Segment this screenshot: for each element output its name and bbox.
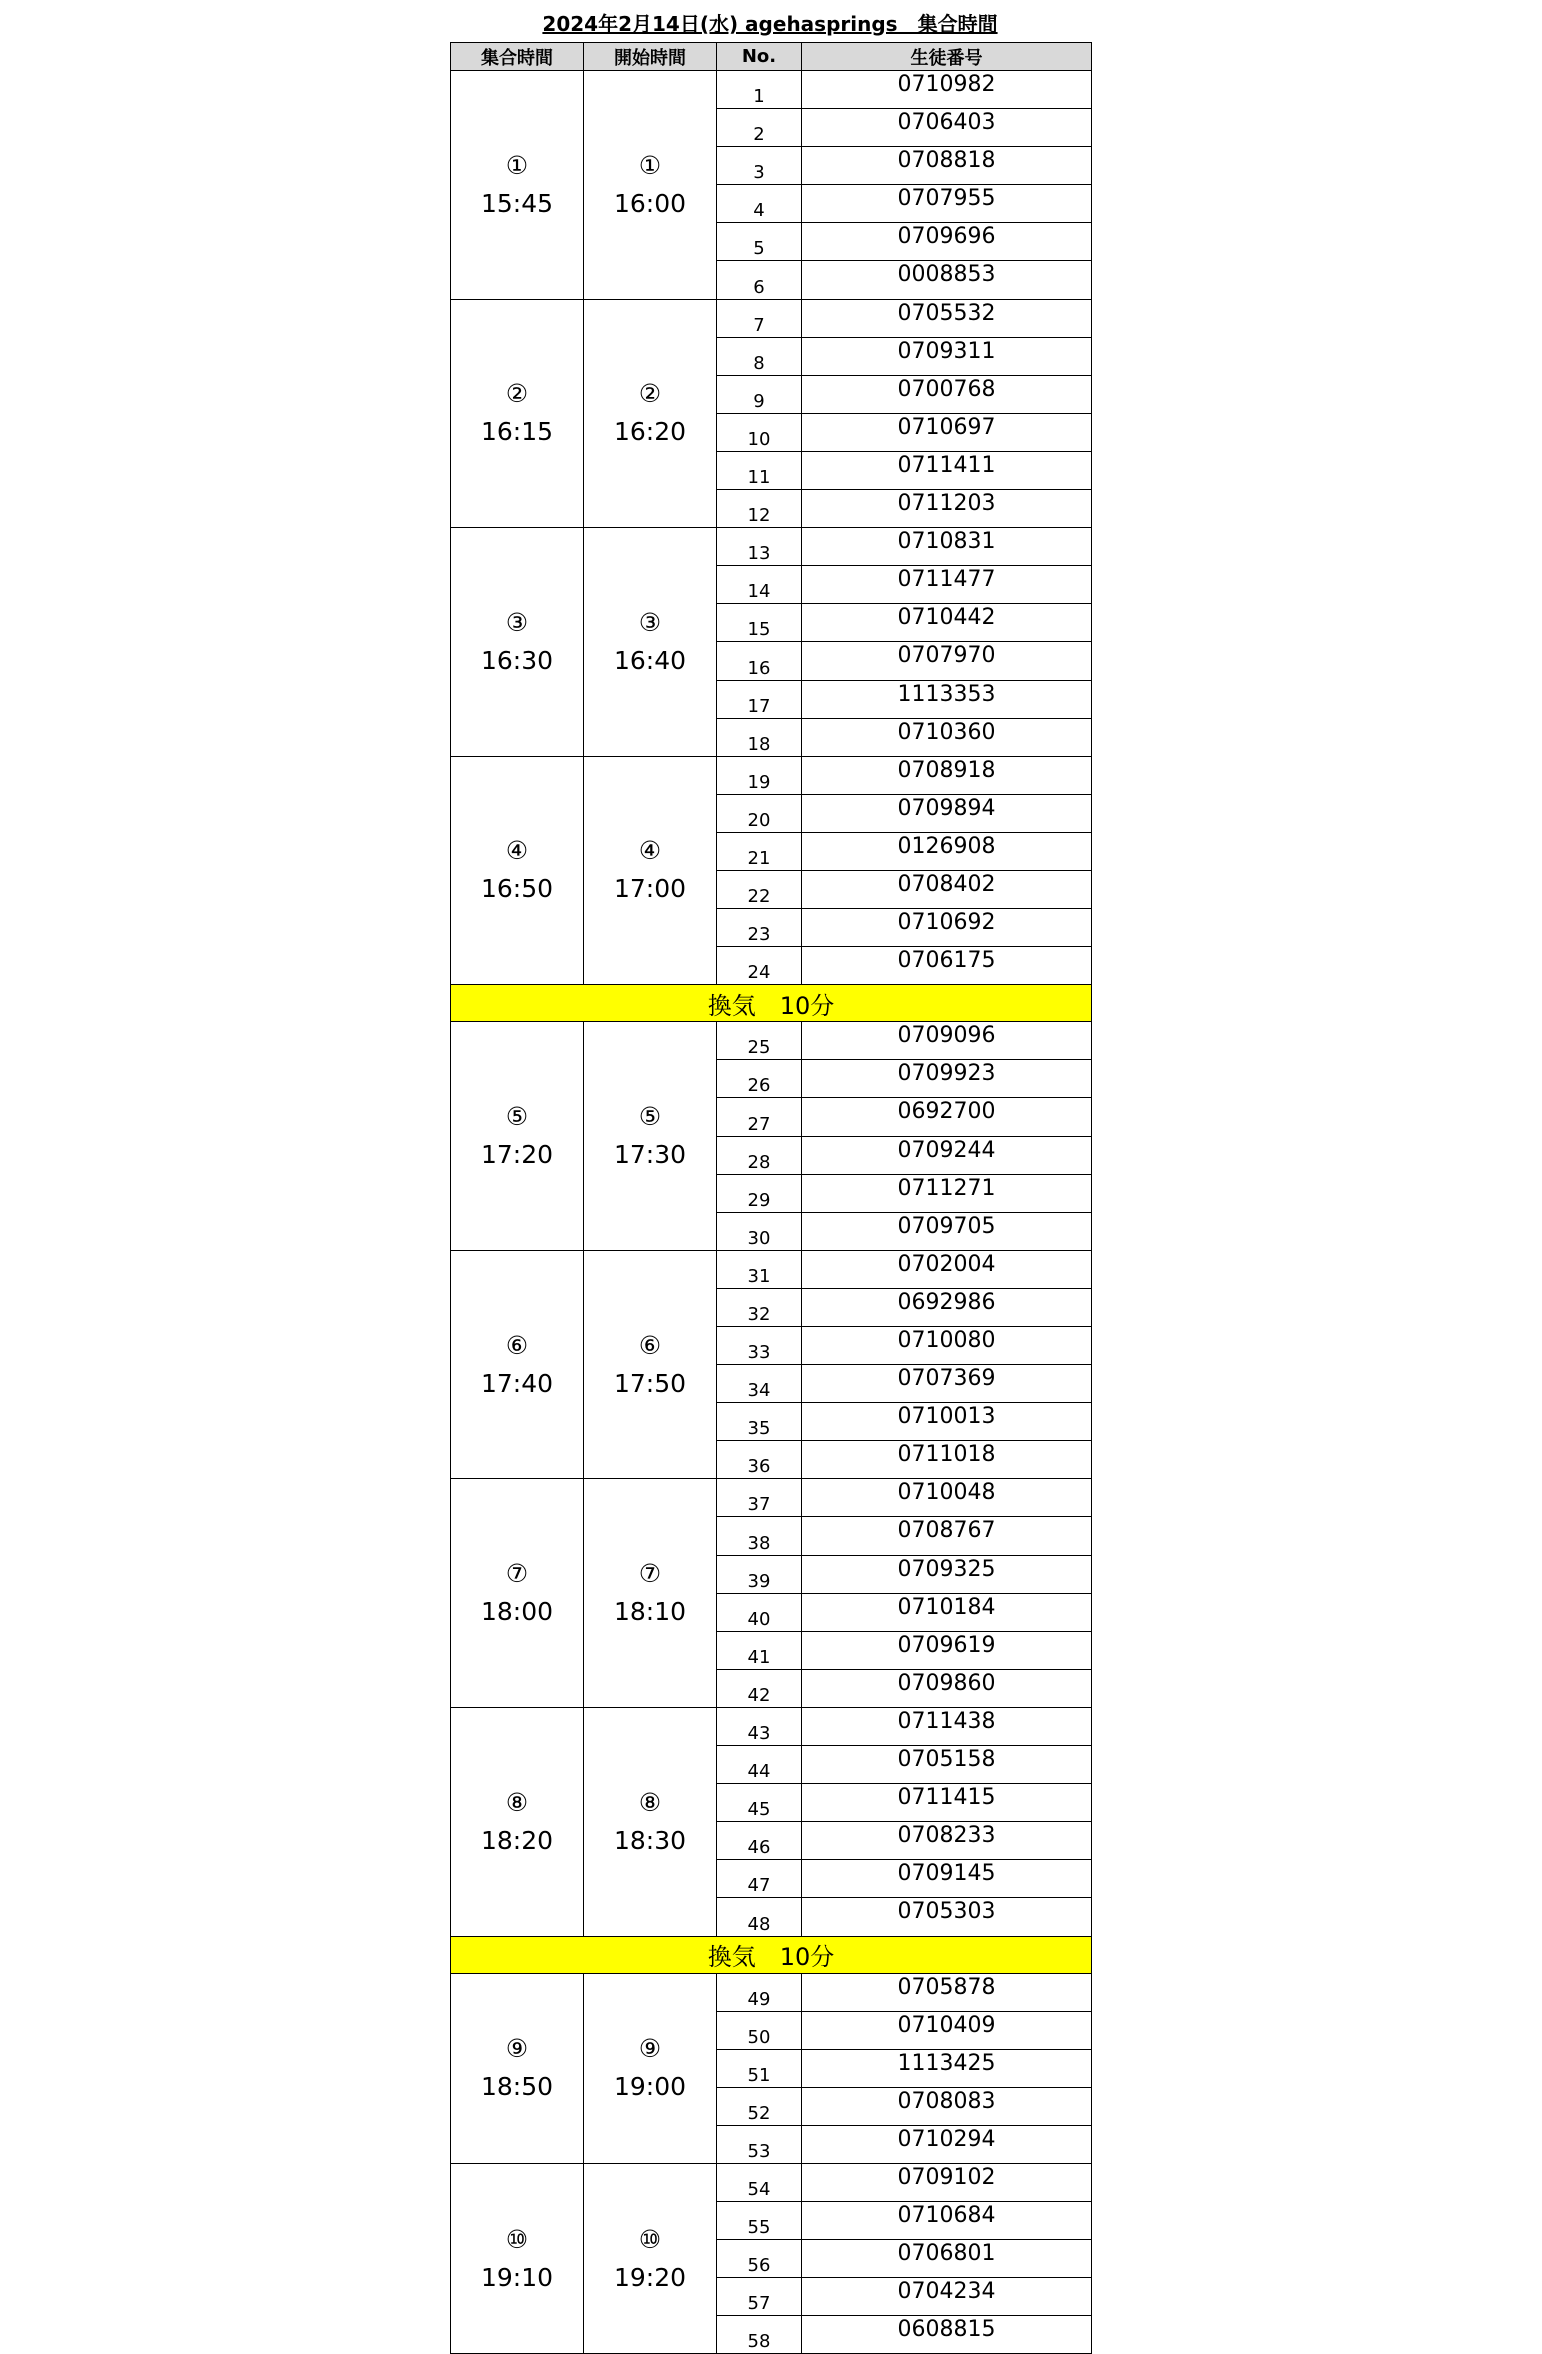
row-number: 35 <box>717 1403 802 1441</box>
table-row <box>451 2163 1092 2201</box>
student-id: 0710442 <box>802 604 1092 642</box>
slot-mark: ④ <box>505 836 529 866</box>
row-number: 26 <box>717 1060 802 1098</box>
row-number: 58 <box>717 2316 802 2354</box>
start-time-cell <box>584 1479 717 1708</box>
row-number: 54 <box>717 2163 802 2201</box>
row-number: 56 <box>717 2240 802 2278</box>
slot-mark: ⑩ <box>505 2224 529 2254</box>
start-time-cell <box>584 756 717 985</box>
row-number: 5 <box>717 223 802 261</box>
gather-time: 15:45 <box>480 188 554 218</box>
slot-mark: ⑤ <box>638 1102 662 1132</box>
table-row <box>451 1479 1092 1517</box>
row-number: 46 <box>717 1822 802 1860</box>
student-id: 0711438 <box>802 1707 1092 1745</box>
row-number: 30 <box>717 1212 802 1250</box>
start-time: 19:00 <box>613 2072 687 2102</box>
student-id: 0692986 <box>802 1288 1092 1326</box>
row-number: 22 <box>717 870 802 908</box>
student-id: 0126908 <box>802 832 1092 870</box>
student-id: 1113425 <box>802 2049 1092 2087</box>
student-id: 0710294 <box>802 2125 1092 2163</box>
table-row <box>451 1250 1092 1288</box>
row-number: 6 <box>717 261 802 299</box>
row-number: 10 <box>717 413 802 451</box>
row-number: 21 <box>717 832 802 870</box>
gather-time: 19:10 <box>480 2262 554 2292</box>
student-id: 0692700 <box>802 1098 1092 1136</box>
student-id: 0706175 <box>802 947 1092 985</box>
start-time: 19:20 <box>613 2262 687 2292</box>
student-id: 0710684 <box>802 2202 1092 2240</box>
student-id: 0709311 <box>802 337 1092 375</box>
row-number: 39 <box>717 1555 802 1593</box>
start-time-cell <box>584 299 717 528</box>
student-id: 0711203 <box>802 490 1092 528</box>
gather-time: 16:50 <box>480 874 554 904</box>
start-time: 16:00 <box>613 188 687 218</box>
ventilation-row <box>451 985 1092 1022</box>
slot-mark: ③ <box>638 607 662 637</box>
student-id: 0710692 <box>802 909 1092 947</box>
student-id: 0710831 <box>802 528 1092 566</box>
student-id: 0707970 <box>802 642 1092 680</box>
start-time: 18:30 <box>613 1825 687 1855</box>
row-number: 37 <box>717 1479 802 1517</box>
start-time-cell <box>584 2163 717 2353</box>
student-id: 0710982 <box>802 71 1092 109</box>
slot-mark: ⑧ <box>505 1787 529 1817</box>
student-id: 0709145 <box>802 1860 1092 1898</box>
gather-time-cell <box>451 528 584 757</box>
gather-time-cell <box>451 756 584 985</box>
student-id: 0710080 <box>802 1327 1092 1365</box>
gather-time: 18:20 <box>480 1825 554 1855</box>
row-number: 27 <box>717 1098 802 1136</box>
student-id: 0608815 <box>802 2316 1092 2354</box>
student-id: 0707369 <box>802 1365 1092 1403</box>
row-number: 18 <box>717 718 802 756</box>
student-id: 0711018 <box>802 1441 1092 1479</box>
gather-time: 16:30 <box>480 645 554 675</box>
table-row <box>451 1973 1092 2011</box>
row-number: 23 <box>717 909 802 947</box>
student-id: 0710048 <box>802 1479 1092 1517</box>
row-number: 52 <box>717 2087 802 2125</box>
row-number: 14 <box>717 566 802 604</box>
gather-time: 18:50 <box>480 2072 554 2102</box>
row-number: 9 <box>717 375 802 413</box>
table-row <box>451 299 1092 337</box>
student-id: 0708818 <box>802 147 1092 185</box>
start-time: 17:30 <box>613 1140 687 1170</box>
student-id: 0707955 <box>802 185 1092 223</box>
start-time-cell <box>584 1022 717 1251</box>
row-number: 50 <box>717 2011 802 2049</box>
row-number: 29 <box>717 1174 802 1212</box>
start-time: 17:50 <box>613 1368 687 1398</box>
slot-mark: ① <box>505 150 529 180</box>
header-number: No. <box>717 43 802 71</box>
student-id: 0705158 <box>802 1746 1092 1784</box>
gather-time-cell <box>451 1022 584 1251</box>
row-number: 53 <box>717 2125 802 2163</box>
student-id: 0706403 <box>802 109 1092 147</box>
row-number: 15 <box>717 604 802 642</box>
start-time-cell <box>584 1250 717 1479</box>
student-id: 0711415 <box>802 1784 1092 1822</box>
start-time-cell <box>584 528 717 757</box>
row-number: 17 <box>717 680 802 718</box>
row-number: 16 <box>717 642 802 680</box>
slot-mark: ⑩ <box>638 2224 662 2254</box>
row-number: 4 <box>717 185 802 223</box>
row-number: 19 <box>717 756 802 794</box>
student-id: 0709705 <box>802 1212 1092 1250</box>
student-id: 0709619 <box>802 1631 1092 1669</box>
student-id: 0710013 <box>802 1403 1092 1441</box>
row-number: 42 <box>717 1669 802 1707</box>
gather-time-cell <box>451 299 584 528</box>
student-id: 0708767 <box>802 1517 1092 1555</box>
row-number: 47 <box>717 1860 802 1898</box>
student-id: 0702004 <box>802 1250 1092 1288</box>
slot-mark: ⑥ <box>505 1330 529 1360</box>
student-id: 0711411 <box>802 451 1092 489</box>
student-id: 0711477 <box>802 566 1092 604</box>
header-gather-time: 集合時間 <box>451 43 584 71</box>
row-number: 41 <box>717 1631 802 1669</box>
ventilation-label: 換気 10分 <box>451 1936 1092 1973</box>
row-number: 43 <box>717 1707 802 1745</box>
start-time: 17:00 <box>613 874 687 904</box>
slot-mark: ③ <box>505 607 529 637</box>
gather-time-cell <box>451 1707 584 1936</box>
student-id: 0709244 <box>802 1136 1092 1174</box>
row-number: 2 <box>717 109 802 147</box>
row-number: 11 <box>717 451 802 489</box>
student-id: 0709696 <box>802 223 1092 261</box>
row-number: 3 <box>717 147 802 185</box>
row-number: 8 <box>717 337 802 375</box>
gather-time-cell <box>451 71 584 300</box>
row-number: 45 <box>717 1784 802 1822</box>
row-number: 33 <box>717 1327 802 1365</box>
student-id: 0709096 <box>802 1022 1092 1060</box>
gather-time: 16:15 <box>480 417 554 447</box>
student-id: 0708402 <box>802 870 1092 908</box>
slot-mark: ② <box>638 379 662 409</box>
header-row <box>451 43 1092 71</box>
gather-time: 18:00 <box>480 1597 554 1627</box>
row-number: 44 <box>717 1746 802 1784</box>
row-number: 31 <box>717 1250 802 1288</box>
student-id: 0708918 <box>802 756 1092 794</box>
table-row <box>451 756 1092 794</box>
row-number: 57 <box>717 2278 802 2316</box>
header-start-time: 開始時間 <box>584 43 717 71</box>
row-number: 28 <box>717 1136 802 1174</box>
row-number: 1 <box>717 71 802 109</box>
slot-mark: ② <box>505 379 529 409</box>
table-row <box>451 71 1092 109</box>
student-id: 0711271 <box>802 1174 1092 1212</box>
student-id: 0710697 <box>802 413 1092 451</box>
row-number: 55 <box>717 2202 802 2240</box>
student-id: 0705878 <box>802 1973 1092 2011</box>
row-number: 38 <box>717 1517 802 1555</box>
student-id: 1113353 <box>802 680 1092 718</box>
student-id: 0705532 <box>802 299 1092 337</box>
slot-mark: ⑤ <box>505 1102 529 1132</box>
start-time-cell <box>584 1973 717 2163</box>
student-id: 0706801 <box>802 2240 1092 2278</box>
student-id: 0704234 <box>802 2278 1092 2316</box>
slot-mark: ④ <box>638 836 662 866</box>
row-number: 20 <box>717 794 802 832</box>
slot-mark: ⑨ <box>638 2034 662 2064</box>
gather-time: 17:20 <box>480 1140 554 1170</box>
ventilation-row <box>451 1936 1092 1973</box>
slot-mark: ① <box>638 150 662 180</box>
row-number: 48 <box>717 1898 802 1936</box>
table-row <box>451 1022 1092 1060</box>
row-number: 7 <box>717 299 802 337</box>
start-time: 18:10 <box>613 1597 687 1627</box>
ventilation-label: 換気 10分 <box>451 985 1092 1022</box>
row-number: 12 <box>717 490 802 528</box>
student-id: 0709102 <box>802 2163 1092 2201</box>
student-id: 0708083 <box>802 2087 1092 2125</box>
gather-time-cell <box>451 1973 584 2163</box>
start-time: 16:20 <box>613 417 687 447</box>
slot-mark: ⑥ <box>638 1330 662 1360</box>
row-number: 36 <box>717 1441 802 1479</box>
student-id: 0710360 <box>802 718 1092 756</box>
slot-mark: ⑧ <box>638 1787 662 1817</box>
student-id: 0008853 <box>802 261 1092 299</box>
student-id: 0710184 <box>802 1593 1092 1631</box>
schedule-body <box>451 71 1092 2354</box>
row-number: 13 <box>717 528 802 566</box>
gather-time: 17:40 <box>480 1368 554 1398</box>
start-time-cell <box>584 1707 717 1936</box>
row-number: 24 <box>717 947 802 985</box>
row-number: 51 <box>717 2049 802 2087</box>
slot-mark: ⑦ <box>505 1559 529 1589</box>
row-number: 49 <box>717 1973 802 2011</box>
row-number: 34 <box>717 1365 802 1403</box>
student-id: 0709923 <box>802 1060 1092 1098</box>
table-row <box>451 1707 1092 1745</box>
student-id: 0708233 <box>802 1822 1092 1860</box>
student-id: 0709325 <box>802 1555 1092 1593</box>
gather-time-cell <box>451 1479 584 1708</box>
slot-mark: ⑨ <box>505 2034 529 2064</box>
table-row <box>451 528 1092 566</box>
student-id: 0705303 <box>802 1898 1092 1936</box>
student-id: 0709860 <box>802 1669 1092 1707</box>
student-id: 0709894 <box>802 794 1092 832</box>
start-time-cell <box>584 71 717 300</box>
gather-time-cell <box>451 1250 584 1479</box>
row-number: 40 <box>717 1593 802 1631</box>
slot-mark: ⑦ <box>638 1559 662 1589</box>
gather-time-cell <box>451 2163 584 2353</box>
student-id: 0700768 <box>802 375 1092 413</box>
start-time: 16:40 <box>613 645 687 675</box>
row-number: 32 <box>717 1288 802 1326</box>
student-id: 0710409 <box>802 2011 1092 2049</box>
schedule-table <box>450 42 1092 2354</box>
sheet-title: 2024年2月14日(水) agehasprings 集合時間 <box>542 12 998 36</box>
row-number: 25 <box>717 1022 802 1060</box>
header-student-id: 生徒番号 <box>802 43 1092 71</box>
